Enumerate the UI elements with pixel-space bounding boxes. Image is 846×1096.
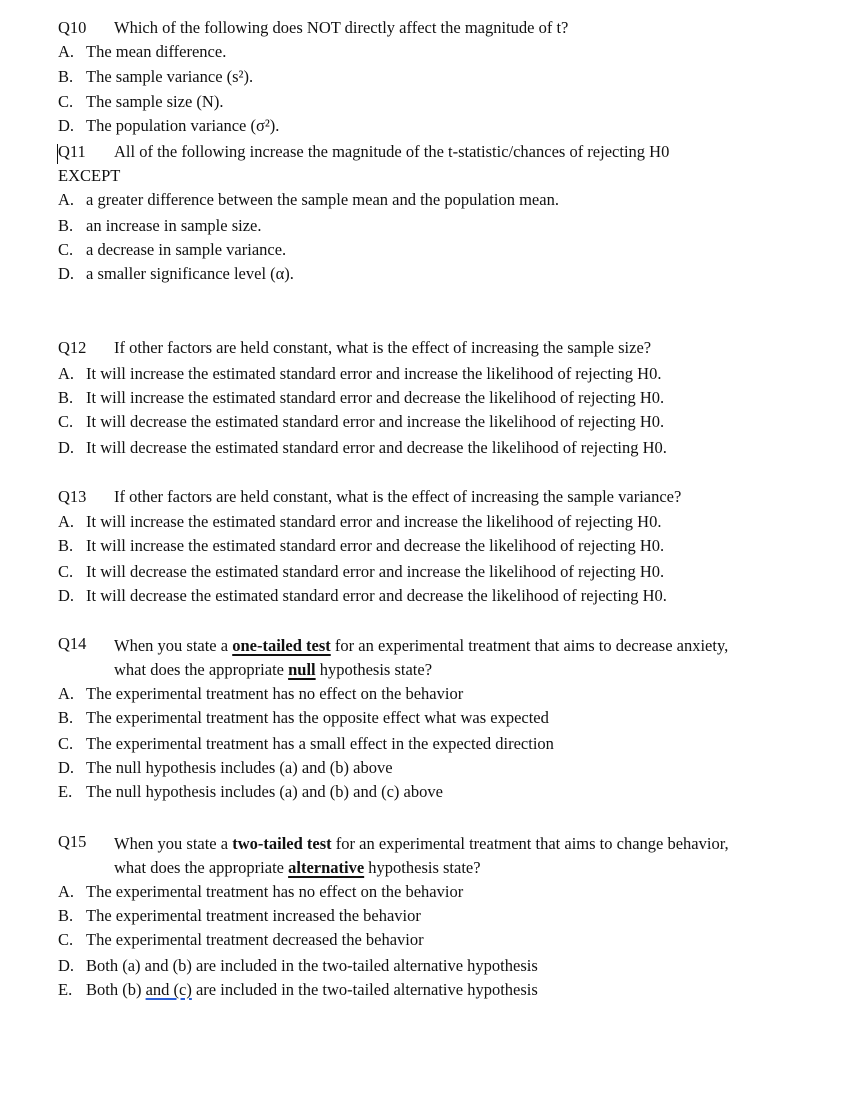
option-q11-c	[58, 240, 286, 260]
option-text: The experimental treatment has a small effect in the expected direction	[86, 734, 554, 753]
option-text: an increase in sample size.	[86, 216, 262, 235]
question-number: Q12	[58, 338, 87, 357]
option-q10-a	[58, 42, 226, 62]
grammar-flag: and (c)	[145, 980, 192, 999]
option-text: The null hypothesis includes (a) and (b) and (c) above	[86, 782, 443, 801]
option-text: The population variance (σ²).	[86, 116, 280, 135]
option-text: The mean difference.	[86, 42, 227, 61]
option-q11-a	[58, 190, 559, 210]
option-text: Both (a) and (b) are included in the two-tailed alternative hypothesis	[86, 956, 538, 975]
option-letter: B.	[58, 67, 74, 86]
option-q14-c	[58, 734, 554, 754]
question-text-part: hypothesis state?	[364, 858, 481, 877]
option-q13-a	[58, 512, 661, 532]
question-text: All of the following increase the magnitude of the t-statistic/chances of rejecting H0	[114, 142, 670, 161]
emphasis-null: null	[288, 660, 316, 679]
option-q11-d	[58, 264, 294, 284]
question-text: If other factors are held constant, what is the effect of increasing the sample size?	[114, 338, 652, 357]
option-text: It will decrease the estimated standard error and decrease the likelihood of rejecting H0.	[86, 586, 667, 605]
question-text-part: for an experimental treatment that aims to decrease anxiety, what does the appropriate	[114, 636, 729, 679]
option-letter: A.	[58, 42, 75, 61]
question-text	[114, 634, 764, 682]
option-text: a greater difference between the sample mean and the population mean.	[86, 190, 559, 209]
question-text	[114, 832, 764, 880]
question-number: Q11	[58, 142, 86, 161]
option-text: The experimental treatment has the opposite effect what was expected	[86, 708, 549, 727]
option-letter: E.	[58, 782, 73, 801]
option-q13-c	[58, 562, 664, 582]
option-letter: A.	[58, 190, 75, 209]
emphasis-alternative: alternative	[288, 858, 365, 877]
option-text: It will increase the estimated standard error and increase the likelihood of rejecting H0.	[86, 512, 662, 531]
question-text-part: When you state a	[114, 636, 233, 655]
option-text: It will increase the estimated standard error and increase the likelihood of rejecting H0.	[86, 364, 662, 383]
option-q14-e	[58, 782, 443, 802]
option-q15-a	[58, 882, 463, 902]
option-q14-b	[58, 708, 549, 728]
option-text: are included in the two-tailed alternative hypothesis	[191, 980, 538, 999]
option-text: The experimental treatment has no effect on the behavior	[86, 684, 464, 703]
question-text: Which of the following does NOT directly affect the magnitude of t?	[114, 18, 569, 37]
option-letter: D.	[58, 438, 75, 457]
option-text: It will decrease the estimated standard error and increase the likelihood of rejecting H0.	[86, 562, 665, 581]
option-text: It will increase the estimated standard error and decrease the likelihood of rejecting H0.	[86, 536, 665, 555]
option-text: The sample variance (s²).	[86, 67, 254, 86]
option-text: a decrease in sample variance.	[86, 240, 287, 259]
option-q15-e	[58, 980, 538, 1000]
option-q14-a	[58, 684, 463, 704]
option-letter: D.	[58, 264, 75, 283]
option-text: Both (b)	[86, 980, 146, 999]
option-letter: A.	[58, 684, 75, 703]
question-continuation: EXCEPT	[58, 166, 121, 185]
option-letter: D.	[58, 586, 75, 605]
question-number: Q10	[58, 18, 87, 37]
option-text: The sample size (N).	[86, 92, 224, 111]
option-q12-c	[58, 412, 664, 432]
emphasis-two-tailed-test: two-tailed test	[232, 834, 332, 853]
question-text: If other factors are held constant, what is the effect of increasing the sample variance?	[114, 487, 682, 506]
option-letter: B.	[58, 536, 74, 555]
option-text: It will increase the estimated standard error and decrease the likelihood of rejecting H0.	[86, 388, 665, 407]
option-q13-d	[58, 586, 667, 606]
option-letter: B.	[58, 388, 74, 407]
option-text: It will decrease the estimated standard error and decrease the likelihood of rejecting H0.	[86, 438, 667, 457]
option-letter: A.	[58, 364, 75, 383]
option-q14-d	[58, 758, 393, 778]
option-letter: D.	[58, 956, 75, 975]
option-letter: E.	[58, 980, 73, 999]
emphasis-one-tailed-test: one-tailed test	[232, 636, 331, 655]
option-text: The null hypothesis includes (a) and (b) above	[86, 758, 393, 777]
option-letter: C.	[58, 930, 74, 949]
option-text: It will decrease the estimated standard error and increase the likelihood of rejecting H0.	[86, 412, 665, 431]
option-q15-b	[58, 906, 421, 926]
option-q15-d	[58, 956, 538, 976]
option-q10-c	[58, 92, 223, 112]
option-letter: B.	[58, 216, 74, 235]
option-q13-b	[58, 536, 664, 556]
option-letter: B.	[58, 906, 74, 925]
question-number: Q14	[58, 634, 87, 653]
option-letter: D.	[58, 116, 75, 135]
question-text-part: hypothesis state?	[315, 660, 433, 679]
option-text: The experimental treatment has no effect on the behavior	[86, 882, 464, 901]
option-letter: C.	[58, 412, 74, 431]
option-q11-b	[58, 216, 261, 236]
option-letter: C.	[58, 562, 74, 581]
option-q12-a	[58, 364, 661, 384]
option-text: a smaller significance level (α).	[86, 264, 294, 283]
option-letter: A.	[58, 882, 75, 901]
option-letter: C.	[58, 240, 74, 259]
option-q10-b	[58, 67, 253, 87]
option-text: The experimental treatment decreased the behavior	[86, 930, 424, 949]
question-text-part: for an experimental treatment that aims to change behavior, what does the appropriate	[114, 834, 729, 877]
option-letter: C.	[58, 734, 74, 753]
option-q12-b	[58, 388, 664, 408]
option-letter: C.	[58, 92, 74, 111]
question-number: Q15	[58, 832, 87, 851]
option-q15-c	[58, 930, 424, 950]
question-text-part: When you state a	[114, 834, 233, 853]
option-letter: D.	[58, 758, 75, 777]
option-text: The experimental treatment increased the behavior	[86, 906, 421, 925]
option-letter: A.	[58, 512, 75, 531]
option-letter: B.	[58, 708, 74, 727]
option-q10-d	[58, 116, 279, 136]
option-q12-d	[58, 438, 667, 458]
question-number: Q13	[58, 487, 87, 506]
